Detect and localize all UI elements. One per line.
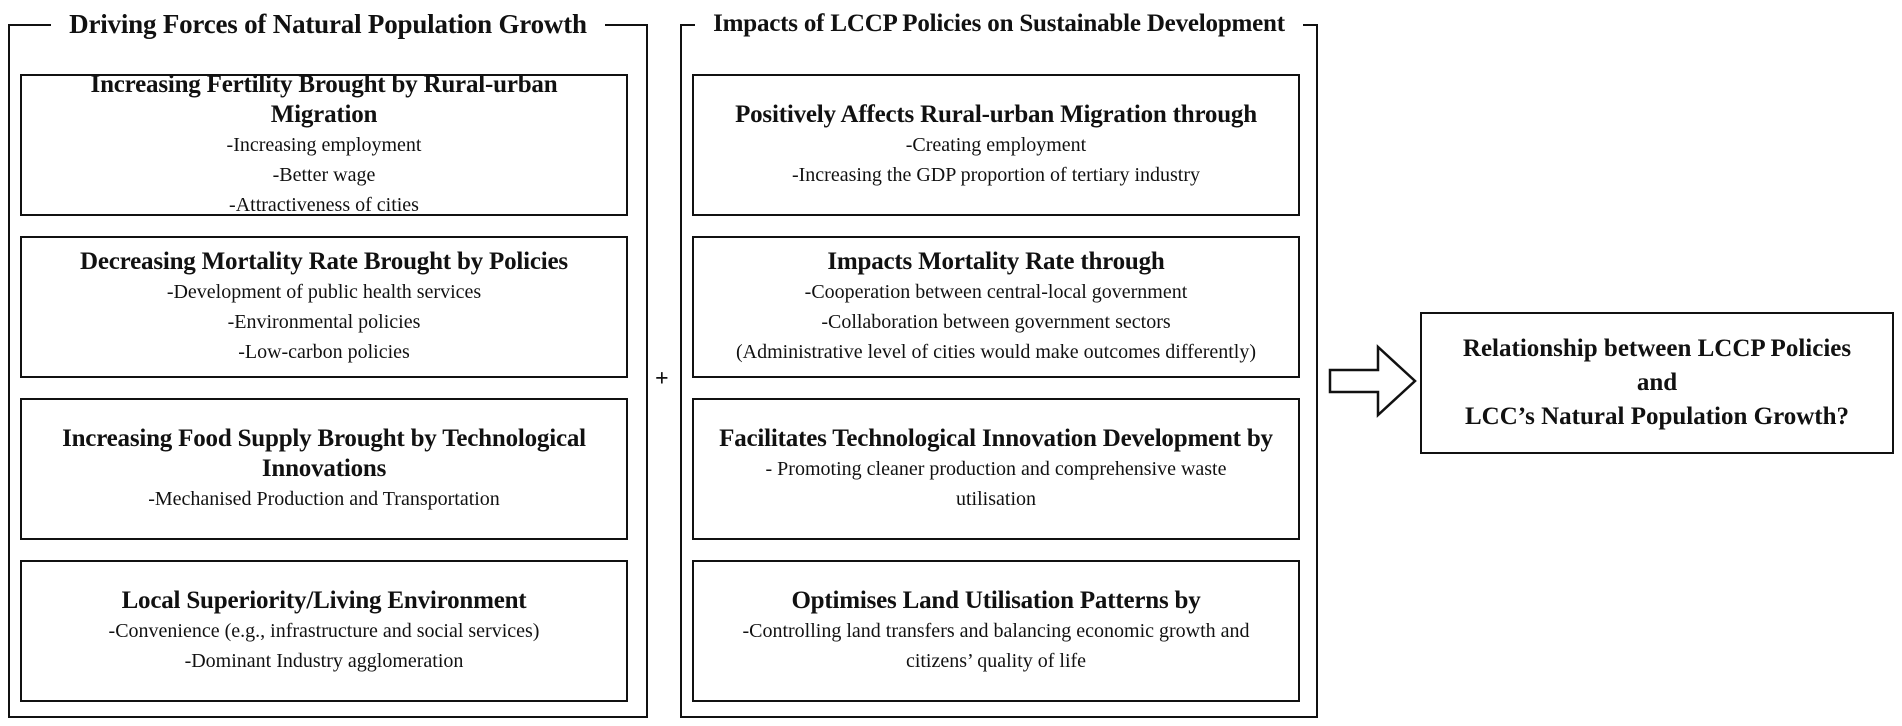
- left-group-title-wrap: [10, 6, 646, 42]
- list-item: -Convenience (e.g., infrastructure and social services): [108, 620, 540, 642]
- right-box-mortality: [692, 236, 1300, 378]
- list-item: citizens’ quality of life: [905, 650, 1087, 672]
- left-box-living-environment: [20, 560, 628, 702]
- left-box-food-supply-title: Increasing Food Supply Brought by Technological Innovations: [62, 425, 586, 482]
- list-item: -Controlling land transfers and balancing economic growth and: [742, 620, 1250, 642]
- right-box-migration: [692, 74, 1300, 216]
- list-item: - Promoting cleaner production and comprehensive waste: [765, 458, 1227, 480]
- right-box-mortality-title: Impacts Mortality Rate through: [827, 248, 1165, 275]
- list-item: -Environmental policies: [227, 311, 421, 333]
- right-box-technology-title: Facilitates Technological Innovation Development by: [719, 425, 1273, 452]
- right-box-mortality-lines: [736, 277, 1256, 367]
- list-item: -Increasing the GDP proportion of tertiary industry: [791, 164, 1201, 186]
- right-group-title-wrap: [682, 6, 1316, 42]
- list-item: -Better wage: [272, 164, 376, 186]
- left-box-fertility: [20, 71, 628, 216]
- left-box-mortality-lines: [167, 277, 481, 367]
- right-box-migration-title: Positively Affects Rural-urban Migration through: [735, 101, 1257, 128]
- list-item: -Dominant Industry agglomeration: [184, 650, 464, 672]
- plus-sign: +: [655, 366, 669, 392]
- left-box-mortality-title: Decreasing Mortality Rate Brought by Policies: [80, 248, 568, 275]
- list-item: -Increasing employment: [226, 134, 422, 156]
- result-line-2: LCC’s Natural Population Growth?: [1464, 403, 1850, 430]
- left-box-fertility-lines: [227, 130, 422, 220]
- right-box-technology-lines: [766, 454, 1227, 514]
- list-item: (Administrative level of cities would make outcomes differently): [735, 341, 1257, 363]
- list-item: -Low-carbon policies: [238, 341, 410, 363]
- right-arrow-icon: [1328, 344, 1418, 418]
- result-line-1: Relationship between LCCP Policies and: [1462, 335, 1852, 396]
- left-box-food-supply: [20, 398, 628, 540]
- left-box-fertility-title: Increasing Fertility Brought by Rural-urban Migration: [90, 71, 558, 128]
- list-item: -Development of public health services: [166, 281, 482, 303]
- list-item: -Collaboration between government sectors: [821, 311, 1171, 333]
- result-text: [1444, 332, 1870, 434]
- right-group-title: Impacts of LCCP Policies on Sustainable Development: [695, 10, 1303, 37]
- right-box-land-use-title: Optimises Land Utilisation Patterns by: [791, 587, 1201, 614]
- list-item: -Attractiveness of cities: [229, 194, 419, 216]
- left-box-food-supply-lines: [148, 484, 500, 514]
- right-box-technology: [692, 398, 1300, 540]
- list-item: -Cooperation between central-local government: [804, 281, 1188, 303]
- right-box-migration-lines: [792, 130, 1200, 190]
- list-item: -Mechanised Production and Transportation: [148, 488, 500, 510]
- left-box-living-environment-lines: [109, 616, 540, 676]
- left-group-title: Driving Forces of Natural Population Growth: [51, 9, 605, 39]
- list-item: utilisation: [956, 488, 1036, 510]
- right-box-land-use-lines: [742, 616, 1249, 676]
- right-box-land-use: [692, 560, 1300, 702]
- list-item: -Creating employment: [905, 134, 1087, 156]
- left-box-mortality: [20, 236, 628, 378]
- result-box: [1420, 312, 1894, 454]
- left-box-living-environment-title: Local Superiority/Living Environment: [121, 587, 527, 614]
